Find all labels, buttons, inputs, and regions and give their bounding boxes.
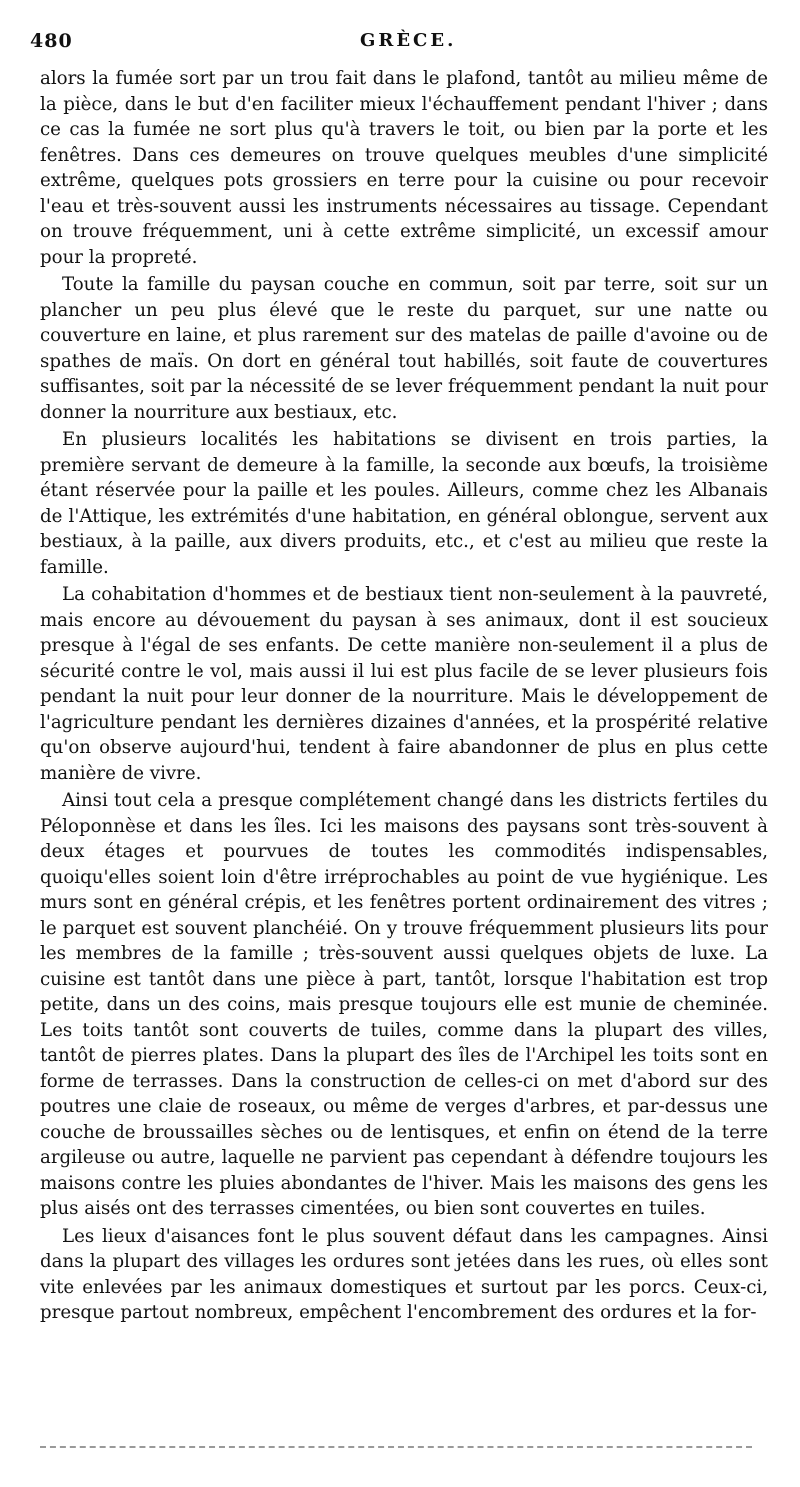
paragraph: Toute la famille du paysan couche en commun, soit par terre, soit sur un plancher un peu plus élevé que le reste du parquet, sur une natte ou couverture en laine, et plus rarement sur des matelas de paille d'avoine ou de spathes de maïs. On dort en général tout habillés, soit faute de couvertures suffisantes, soit par la nécessité de se lever fréquemment pendant la nuit pour donner la nourriture aux bestiaux, etc. bbox=[40, 274, 768, 423]
body-text bbox=[40, 66, 768, 1328]
running-head: GRÈCE. bbox=[360, 30, 457, 51]
footer-rule bbox=[40, 1446, 752, 1448]
paragraph: La cohabitation d'hommes et de bestiaux tient non-seulement à la pauvreté, mais encore au dévouement du paysan à ses animaux, dont il est soucieux presque à l'égal de ses enfants. De cette manière non-seulement il a plus de sécurité contre le vol, mais aussi il lui est plus facile de se lever plusieurs fois pendant la nuit pour leur donner de la nourriture. Mais le développement de l'agriculture pendant les dernières dizaines d'années, et la prospérité relative qu'on observe aujourd'hui, tendent à faire abandonner de plus en plus cette manière de vivre. bbox=[40, 584, 768, 784]
paragraph: Ainsi tout cela a presque complétement changé dans les districts fertiles du Péloponnèse et dans les îles. Ici les maisons des paysans sont très-souvent à deux étages et pourvues de toutes les commodités indispensables, quoiqu'elles soient loin d'être irréprochables au point de vue hygiénique. Les murs sont en général crépis, et les fenêtres portent ordinairement des vitres ; le parquet est souvent planchéié. On y trouve fréquemment plusieurs lits pour les membres de la famille ; très-souvent aussi quelques objets de luxe. La cuisine est tantôt dans une pièce à part, tantôt, lorsque l'habitation est trop petite, dans un des coins, mais presque toujours elle est munie de cheminée. Les toits tantôt sont couverts de tuiles, comme dans la plupart des villes, tantôt de pierres plates. Dans la plupart des îles de l'Archipel les toits sont en forme de terrasses. Dans la construction de celles-ci on met d'abord sur des poutres une claie de roseaux, ou même de verges d'arbres, et par-dessus une couche de broussailles sèches ou de lentisques, et enfin on étend de la terre argileuse ou autre, laquelle ne parvient pas cependant à défendre toujours les maisons contre les pluies abondantes de l'hiver. Mais les maisons des gens les plus aisés ont des terrasses cimentées, ou bien sont couvertes en tuiles. bbox=[40, 790, 768, 1219]
page-number: 480 bbox=[30, 30, 73, 52]
paragraph-continuation: alors la fumée sort par un trou fait dans le plafond, tantôt au milieu même de la pièce, dans le but d'en faciliter mieux l'échauffement pendant l'hiver ; dans ce cas la fumée ne sort plus qu'à travers le toit, ou bien par la porte et les fenêtres. Dans ces demeures on trouve quelques meubles d'une simplicité extrême, quelques pots grossiers en terre pour la cuisine ou pour recevoir l'eau et très-souvent aussi les instruments nécessaires au tissage. Cependant on trouve fréquemment, uni à cette extrême simplicité, un excessif amour pour la propreté. bbox=[40, 68, 768, 268]
paragraph: En plusieurs localités les habitations se divisent en trois parties, la première servant de demeure à la famille, la seconde aux bœufs, la troisième étant réservée pour la paille et les poules. Ailleurs, comme chez les Albanais de l'Attique, les extrémités d'une habitation, en général oblongue, servent aux bestiaux, à la paille, aux divers produits, etc., et c'est au milieu que reste la famille. bbox=[40, 429, 768, 578]
page-header bbox=[30, 30, 770, 60]
paragraph: Les lieux d'aisances font le plus souvent défaut dans les campagnes. Ainsi dans la plupart des villages les ordures sont jetées dans les rues, où elles sont vite enlevées par les animaux domestiques et surtout par les porcs. Ceux-ci, presque partout nombreux, empêchent l'encombrement des ordures et la for- bbox=[40, 1225, 768, 1323]
